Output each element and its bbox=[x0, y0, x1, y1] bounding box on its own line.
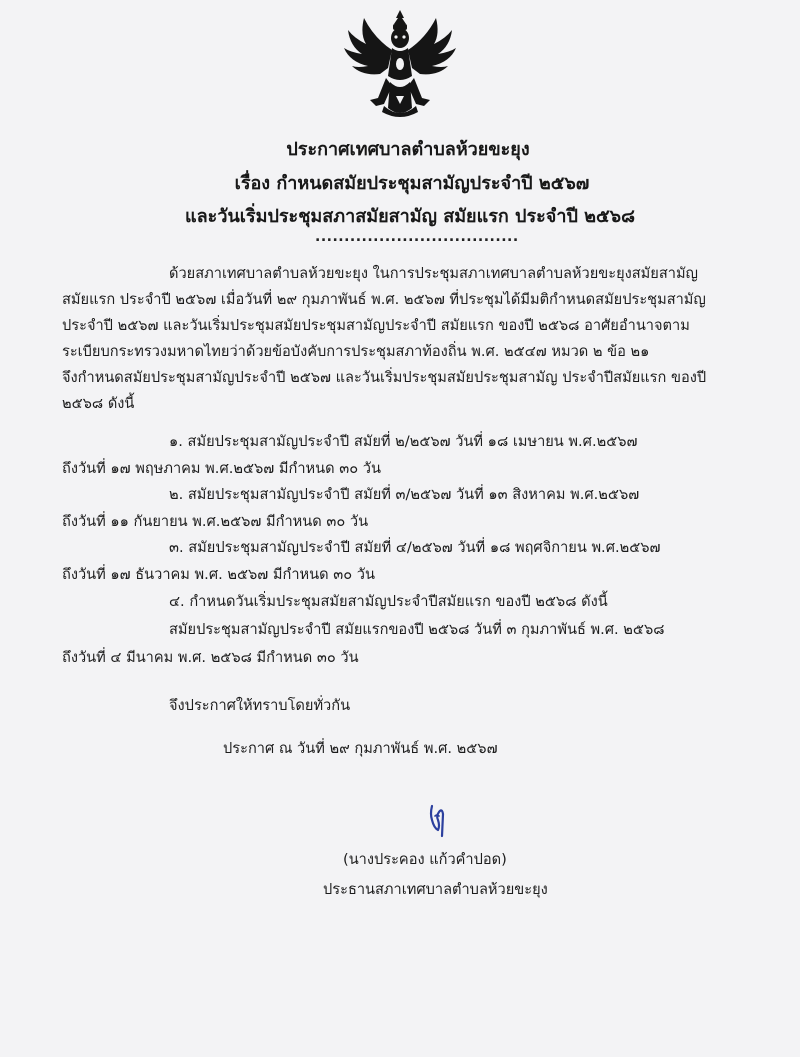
intro-line: ระเบียบกระทรวงมหาดไทยว่าด้วยข้อบังคับการประชุมสภาท้องถิ่น พ.ศ. ๒๕๔๗ หมวด ๒ ข้อ ๒๑ bbox=[62, 343, 650, 360]
session-item-4-end: ถึงวันที่ ๔ มีนาคม พ.ศ. ๒๕๖๘ มีกำหนด ๓๐ วัน bbox=[62, 649, 359, 666]
signatory-name: (นางประคอง แก้วคำปอด) bbox=[343, 851, 507, 868]
subject-line-continued: และวันเริ่มประชุมสภาสมัยสามัญ สมัยแรก ประจำปี ๒๕๖๘ bbox=[185, 206, 635, 227]
session-item-1-end: ถึงวันที่ ๑๗ พฤษภาคม พ.ศ.๒๕๖๗ มีกำหนด ๓๐ วัน bbox=[62, 460, 381, 477]
session-item-3: ๓. สมัยประชุมสามัญประจำปี สมัยที่ ๔/๒๕๖๗ วันที่ ๑๘ พฤศจิกายน พ.ศ.๒๕๖๗ bbox=[169, 539, 661, 556]
subject-line: เรื่อง กำหนดสมัยประชุมสามัญประจำปี ๒๕๖๗ bbox=[234, 173, 590, 194]
session-item-3-end: ถึงวันที่ ๑๗ ธันวาคม พ.ศ. ๒๕๖๗ มีกำหนด ๓๐ วัน bbox=[62, 566, 375, 583]
intro-line: ประจำปี ๒๕๖๗ และวันเริ่มประชุมสมัยประชุมสามัญประจำปี สมัยแรก ของปี ๒๕๖๘ อาศัยอำนาจตาม bbox=[62, 317, 690, 334]
announcement-title: ประกาศเทศบาลตำบลห้วยขะยุง bbox=[286, 139, 530, 160]
signatory-position: ประธานสภาเทศบาลตำบลห้วยขะยุง bbox=[323, 881, 548, 898]
intro-line: ๒๕๖๘ ดังนี้ bbox=[62, 395, 135, 412]
session-item-2-end: ถึงวันที่ ๑๑ กันยายน พ.ศ.๒๕๖๗ มีกำหนด ๓๐ วัน bbox=[62, 513, 369, 530]
announcement-closing: จึงประกาศให้ทราบโดยทั่วกัน bbox=[169, 697, 351, 714]
intro-line: จึงกำหนดสมัยประชุมสามัญประจำปี ๒๕๖๗ และวันเริ่มประชุมสมัยประชุมสามัญ ประจำปีสมัยแรก ของปี bbox=[62, 369, 707, 386]
session-item-1: ๑. สมัยประชุมสามัญประจำปี สมัยที่ ๒/๒๕๖๗ วันที่ ๑๘ เมษายน พ.ศ.๒๕๖๗ bbox=[169, 433, 638, 450]
session-item-2: ๒. สมัยประชุมสามัญประจำปี สมัยที่ ๓/๒๕๖๗ วันที่ ๑๓ สิงหาคม พ.ศ.๒๕๖๗ bbox=[169, 486, 640, 503]
intro-line: ด้วยสภาเทศบาลตำบลห้วยขะยุง ในการประชุมสภาเทศบาลตำบลห้วยขะยุงสมัยสามัญ bbox=[169, 265, 698, 282]
garuda-emblem-icon bbox=[340, 8, 460, 120]
signature-icon bbox=[420, 800, 460, 840]
session-item-4-detail: สมัยประชุมสามัญประจำปี สมัยแรกของปี ๒๕๖๘ วันที่ ๓ กุมภาพันธ์ พ.ศ. ๒๕๖๘ bbox=[169, 621, 665, 638]
intro-line: สมัยแรก ประจำปี ๒๕๖๗ เมื่อวันที่ ๒๙ กุมภาพันธ์ พ.ศ. ๒๕๖๗ ที่ประชุมได้มีมติกำหนดสมัยประชุมสามัญ bbox=[62, 291, 706, 308]
title-separator: ................................... bbox=[315, 229, 519, 245]
announcement-date: ประกาศ ณ วันที่ ๒๙ กุมภาพันธ์ พ.ศ. ๒๕๖๗ bbox=[223, 740, 498, 757]
session-item-4: ๔. กำหนดวันเริ่มประชุมสมัยสามัญประจำปีสมัยแรก ของปี ๒๕๖๘ ดังนี้ bbox=[169, 593, 608, 610]
